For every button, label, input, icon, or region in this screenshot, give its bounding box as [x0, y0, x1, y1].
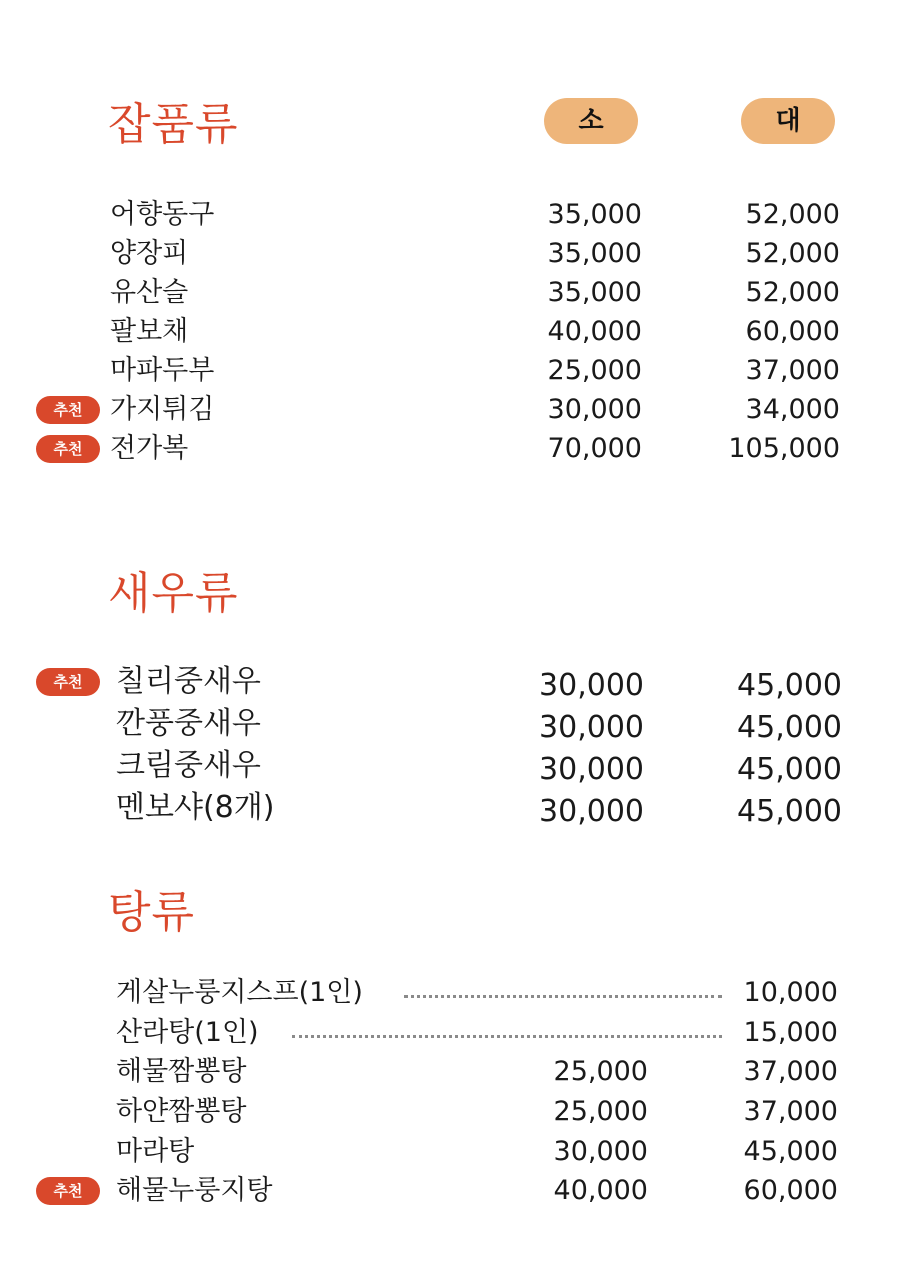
item-name: 게살누룽지스프(1인) [116, 977, 363, 1008]
item-name: 팔보채 [110, 316, 189, 347]
menu-item [0, 235, 900, 273]
menu-item [0, 430, 900, 468]
recommend-badge: 추천 [36, 435, 100, 463]
price-large: 37,000 [743, 1056, 838, 1087]
price-large: 52,000 [745, 238, 840, 269]
size-large-label: 대 [741, 98, 835, 144]
price-small: 30,000 [539, 794, 644, 829]
price-small: 35,000 [547, 277, 642, 308]
item-name: 양장피 [110, 238, 189, 269]
menu-item [0, 1133, 900, 1171]
section-title-soup: 탕류 [108, 887, 196, 938]
size-small-label: 소 [544, 98, 638, 144]
item-name: 해물짬뽕탕 [116, 1056, 247, 1087]
price-small: 30,000 [553, 1136, 648, 1167]
price-large: 60,000 [745, 316, 840, 347]
menu-item [0, 1172, 900, 1210]
price-small: 70,000 [547, 433, 642, 464]
price-large: 45,000 [743, 1136, 838, 1167]
price-small: 35,000 [547, 199, 642, 230]
menu-item [0, 746, 900, 787]
price-large: 45,000 [737, 752, 842, 787]
price-small: 30,000 [547, 394, 642, 425]
menu-item [0, 1014, 900, 1052]
price-single: 10,000 [743, 977, 838, 1008]
price-small: 30,000 [539, 752, 644, 787]
menu-item [0, 1093, 900, 1131]
menu-item [0, 788, 900, 829]
price-large: 60,000 [743, 1175, 838, 1206]
recommend-badge: 추천 [36, 668, 100, 696]
item-name: 크림중새우 [116, 748, 261, 783]
menu-item [0, 704, 900, 745]
item-name: 산라탕(1인) [116, 1017, 259, 1048]
price-large: 37,000 [743, 1096, 838, 1127]
recommend-badge: 추천 [36, 1177, 100, 1205]
item-name: 깐풍중새우 [116, 706, 261, 741]
price-large: 52,000 [745, 277, 840, 308]
menu-item [0, 662, 900, 703]
price-small: 25,000 [553, 1096, 648, 1127]
menu-item [0, 391, 900, 429]
menu-item [0, 352, 900, 390]
item-name: 마라탕 [116, 1136, 195, 1167]
menu-item [0, 274, 900, 312]
price-large: 105,000 [728, 433, 840, 464]
menu-item [0, 313, 900, 351]
section-title-japum: 잡품류 [108, 99, 239, 150]
price-large: 52,000 [745, 199, 840, 230]
price-large: 45,000 [737, 710, 842, 745]
price-large: 37,000 [745, 355, 840, 386]
dotted-leader [404, 995, 722, 998]
price-small: 40,000 [553, 1175, 648, 1206]
menu-item [0, 974, 900, 1012]
item-name: 가지튀김 [110, 394, 215, 425]
price-small: 40,000 [547, 316, 642, 347]
recommend-badge: 추천 [36, 396, 100, 424]
price-small: 30,000 [539, 668, 644, 703]
price-large: 45,000 [737, 794, 842, 829]
menu-item [0, 196, 900, 234]
item-name: 유산슬 [110, 277, 189, 308]
price-small: 25,000 [547, 355, 642, 386]
price-small: 35,000 [547, 238, 642, 269]
section-title-shrimp: 새우류 [108, 568, 239, 619]
price-small: 30,000 [539, 710, 644, 745]
price-large: 34,000 [745, 394, 840, 425]
item-name: 해물누룽지탕 [116, 1175, 273, 1206]
item-name: 하얀짬뽕탕 [116, 1096, 247, 1127]
item-name: 어향동구 [110, 199, 215, 230]
price-single: 15,000 [743, 1017, 838, 1048]
menu-item [0, 1053, 900, 1091]
item-name: 칠리중새우 [116, 664, 261, 699]
price-small: 25,000 [553, 1056, 648, 1087]
item-name: 마파두부 [110, 355, 215, 386]
item-name: 멘보샤(8개) [116, 790, 275, 825]
dotted-leader [292, 1035, 722, 1038]
item-name: 전가복 [110, 433, 189, 464]
price-large: 45,000 [737, 668, 842, 703]
